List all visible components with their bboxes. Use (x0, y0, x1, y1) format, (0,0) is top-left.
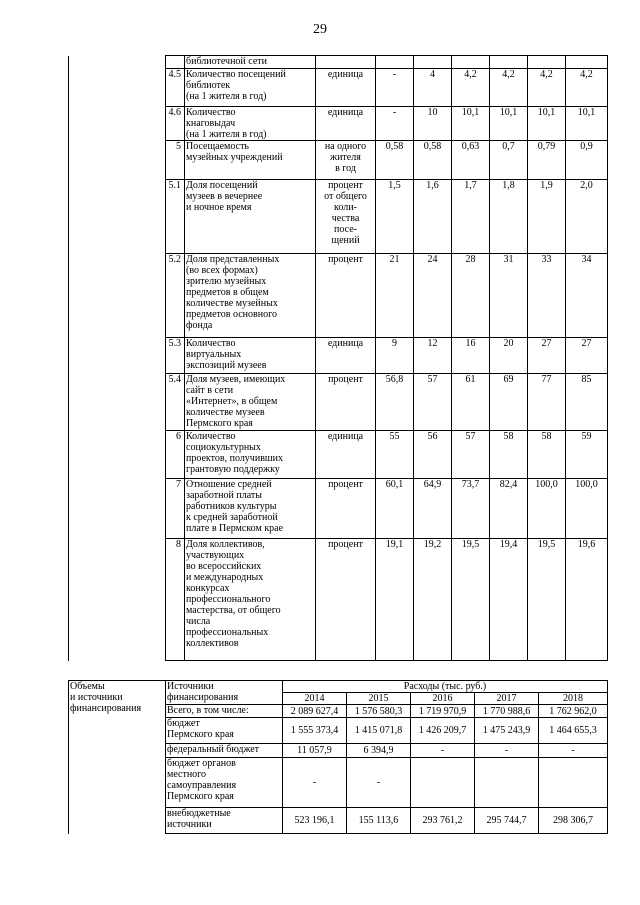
amount-cell (539, 758, 608, 808)
blank-cell (69, 69, 166, 107)
value-cell: - (376, 69, 414, 107)
source-cell: бюджет органов местного самоуправления Пермского края (166, 758, 283, 808)
name-cell: Количество социокультурных проектов, получивших грантовую поддержку (185, 431, 316, 479)
value-cell: 1,7 (452, 180, 490, 254)
value-cell: 27 (566, 338, 608, 374)
unit-cell: единица (316, 69, 376, 107)
source-cell: федеральный бюджет (166, 744, 283, 758)
sources-header: Источники финансирования (166, 681, 283, 705)
name-cell: Доля коллективов, участвующих во всероссийских и международных конкурсах профессионального мастерства, от общего числа профессиональных коллективов (185, 539, 316, 661)
expenses-header: Расходы (тыс. руб.) (283, 681, 608, 693)
financing-table (68, 680, 608, 834)
name-cell: Посещаемость музейных учреждений (185, 141, 316, 180)
value-cell: 10,1 (452, 107, 490, 141)
table-row (69, 69, 608, 107)
unit-cell (316, 56, 376, 69)
value-cell: 19,2 (414, 539, 452, 661)
value-cell (376, 56, 414, 69)
value-cell (566, 56, 608, 69)
name-cell: Доля посещений музеев в вечернее и ночное время (185, 180, 316, 254)
table-row (69, 431, 608, 479)
year-header: 2014 (283, 693, 347, 705)
table-row (69, 681, 608, 693)
value-cell: 73,7 (452, 479, 490, 539)
value-cell: 0,63 (452, 141, 490, 180)
num-cell: 5.4 (166, 374, 185, 431)
value-cell: 56 (414, 431, 452, 479)
blank-cell (69, 338, 166, 374)
num-cell: 5.2 (166, 254, 185, 338)
num-cell: 4.5 (166, 69, 185, 107)
table-row (69, 141, 608, 180)
value-cell: 9 (376, 338, 414, 374)
value-cell: 85 (566, 374, 608, 431)
value-cell (490, 56, 528, 69)
year-header: 2015 (347, 693, 411, 705)
value-cell: 31 (490, 254, 528, 338)
blank-cell (69, 180, 166, 254)
amount-cell: 1 555 373,4 (283, 718, 347, 744)
value-cell: 4,2 (566, 69, 608, 107)
value-cell: 10,1 (528, 107, 566, 141)
value-cell: 100,0 (566, 479, 608, 539)
num-cell: 5 (166, 141, 185, 180)
value-cell: 58 (528, 431, 566, 479)
blank-cell (69, 107, 166, 141)
value-cell: - (376, 107, 414, 141)
value-cell: 59 (566, 431, 608, 479)
value-cell: 19,4 (490, 539, 528, 661)
value-cell: 82,4 (490, 479, 528, 539)
value-cell: 100,0 (528, 479, 566, 539)
value-cell: 2,0 (566, 180, 608, 254)
amount-cell: 6 394,9 (347, 744, 411, 758)
num-cell (166, 56, 185, 69)
blank-cell (69, 56, 166, 69)
unit-cell: на одного жителя в год (316, 141, 376, 180)
value-cell: 60,1 (376, 479, 414, 539)
unit-cell: процент от общего коли- чества посе- щений (316, 180, 376, 254)
amount-cell: 298 306,7 (539, 808, 608, 834)
amount-cell: 1 576 580,3 (347, 705, 411, 718)
unit-cell: процент (316, 479, 376, 539)
unit-cell: процент (316, 374, 376, 431)
value-cell: 64,9 (414, 479, 452, 539)
value-cell: 0,9 (566, 141, 608, 180)
value-cell: 20 (490, 338, 528, 374)
blank-cell (69, 431, 166, 479)
amount-cell: - (347, 758, 411, 808)
value-cell (528, 56, 566, 69)
year-header: 2017 (475, 693, 539, 705)
amount-cell: 1 475 243,9 (475, 718, 539, 744)
value-cell: 58 (490, 431, 528, 479)
value-cell: 19,1 (376, 539, 414, 661)
amount-cell: 1 426 209,7 (411, 718, 475, 744)
amount-cell: - (283, 758, 347, 808)
financing-body (69, 681, 608, 834)
value-cell: 10,1 (566, 107, 608, 141)
value-cell: 28 (452, 254, 490, 338)
value-cell: 1,6 (414, 180, 452, 254)
blank-cell (69, 374, 166, 431)
continued-name-cell: библиотечной сети (185, 56, 316, 69)
unit-cell: единица (316, 431, 376, 479)
value-cell: 57 (452, 431, 490, 479)
amount-cell: 1 770 988,6 (475, 705, 539, 718)
value-cell: 27 (528, 338, 566, 374)
num-cell: 6 (166, 431, 185, 479)
table-row (69, 539, 608, 661)
year-header: 2016 (411, 693, 475, 705)
value-cell: 1,8 (490, 180, 528, 254)
amount-cell: 523 196,1 (283, 808, 347, 834)
amount-cell: - (411, 744, 475, 758)
name-cell: Количество посещений библиотек (на 1 жителя в год) (185, 69, 316, 107)
amount-cell: 295 744,7 (475, 808, 539, 834)
name-cell: Доля музеев, имеющих сайт в сети «Интернет», в общем количестве музеев Пермского края (185, 374, 316, 431)
amount-cell: 293 761,2 (411, 808, 475, 834)
source-cell: Всего, в том числе: (166, 705, 283, 718)
value-cell: 4,2 (528, 69, 566, 107)
name-cell: Количество виртуальных экспозиций музеев (185, 338, 316, 374)
value-cell: 21 (376, 254, 414, 338)
year-header: 2018 (539, 693, 608, 705)
value-cell: 77 (528, 374, 566, 431)
num-cell: 5.1 (166, 180, 185, 254)
page-number: 29 (313, 22, 327, 37)
value-cell: 4 (414, 69, 452, 107)
value-cell: 34 (566, 254, 608, 338)
value-cell: 69 (490, 374, 528, 431)
amount-cell: 11 057,9 (283, 744, 347, 758)
value-cell: 1,9 (528, 180, 566, 254)
value-cell: 10 (414, 107, 452, 141)
table-row (69, 56, 608, 69)
value-cell: 56,8 (376, 374, 414, 431)
value-cell: 10,1 (490, 107, 528, 141)
value-cell: 19,6 (566, 539, 608, 661)
value-cell: 0,79 (528, 141, 566, 180)
value-cell: 55 (376, 431, 414, 479)
table-row (69, 338, 608, 374)
value-cell: 0,58 (414, 141, 452, 180)
value-cell: 61 (452, 374, 490, 431)
value-cell: 12 (414, 338, 452, 374)
unit-cell: единица (316, 107, 376, 141)
value-cell: 19,5 (452, 539, 490, 661)
value-cell: 16 (452, 338, 490, 374)
amount-cell (475, 758, 539, 808)
amount-cell: 1 719 970,9 (411, 705, 475, 718)
blank-cell (69, 479, 166, 539)
value-cell: 0,58 (376, 141, 414, 180)
name-cell: Отношение средней заработной платы работников культуры к средней заработной плате в Пермском крае (185, 479, 316, 539)
value-cell: 57 (414, 374, 452, 431)
amount-cell: 155 113,6 (347, 808, 411, 834)
amount-cell: 1 762 962,0 (539, 705, 608, 718)
value-cell: 33 (528, 254, 566, 338)
unit-cell: единица (316, 338, 376, 374)
amount-cell: 1 415 071,8 (347, 718, 411, 744)
source-cell: внебюджетные источники (166, 808, 283, 834)
num-cell: 7 (166, 479, 185, 539)
blank-cell (69, 539, 166, 661)
indicators-table (68, 55, 608, 661)
amount-cell: 2 089 627,4 (283, 705, 347, 718)
num-cell: 4.6 (166, 107, 185, 141)
source-cell: бюджет Пермского края (166, 718, 283, 744)
value-cell: 0,7 (490, 141, 528, 180)
value-cell: 24 (414, 254, 452, 338)
blank-cell (69, 141, 166, 180)
num-cell: 8 (166, 539, 185, 661)
value-cell (452, 56, 490, 69)
table-row (69, 180, 608, 254)
amount-cell: - (475, 744, 539, 758)
value-cell: 4,2 (452, 69, 490, 107)
value-cell: 19,5 (528, 539, 566, 661)
unit-cell: процент (316, 539, 376, 661)
value-cell (414, 56, 452, 69)
name-cell: Доля представленных (во всех формах) зрителю музейных предметов в общем количестве музейных предметов основного фонда (185, 254, 316, 338)
amount-cell: - (539, 744, 608, 758)
blank-cell (69, 254, 166, 338)
unit-cell: процент (316, 254, 376, 338)
num-cell: 5.3 (166, 338, 185, 374)
table-row (69, 479, 608, 539)
name-cell: Количество кнаговыдач (на 1 жителя в год) (185, 107, 316, 141)
table-row (69, 254, 608, 338)
indicators-body (69, 56, 608, 661)
value-cell: 4,2 (490, 69, 528, 107)
financing-label: Объемы и источники финансирования (69, 681, 166, 834)
amount-cell: 1 464 655,3 (539, 718, 608, 744)
table-row (69, 374, 608, 431)
value-cell: 1,5 (376, 180, 414, 254)
table-row (69, 107, 608, 141)
amount-cell (411, 758, 475, 808)
